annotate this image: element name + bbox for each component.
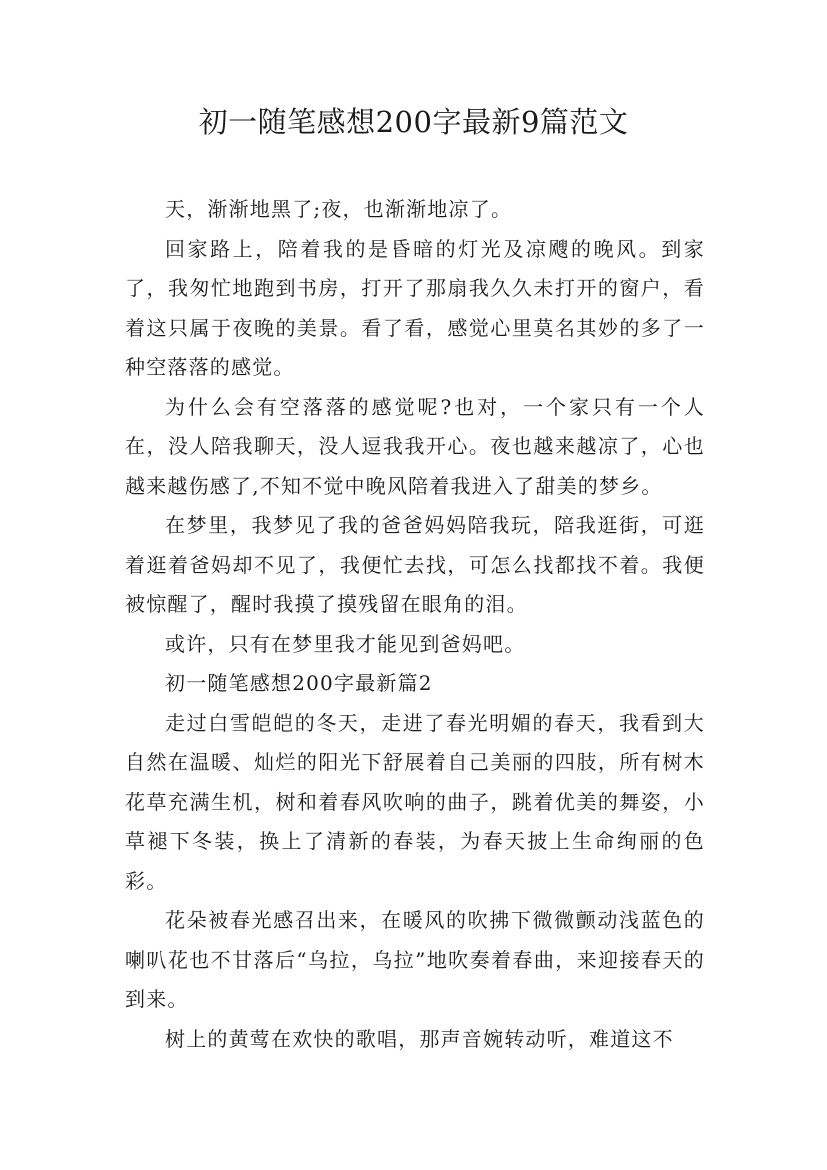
document-body — [125, 190, 705, 1059]
document-title: 初一随笔感想200字最新9篇范文 — [198, 105, 629, 139]
paragraph: 花朵被春光感召出来，在暖风的吹拂下微微颤动浅蓝色的喇叭花也不甘落后“乌拉，乌拉”地吹奏着春曲，来迎接春天的到来。 — [125, 908, 705, 1011]
paragraph: 树上的黄莺在欢快的歌唱，那声音婉转动听，难道这不 — [165, 1026, 674, 1051]
paragraph: 为什么会有空落落的感觉呢?也对，一个家只有一个人在，没人陪我聊天，没人逗我我开心。夜也越来越凉了，心也越来越伤感了,不知不觉中晚风陪着我进入了甜美的梦乡。 — [125, 394, 705, 498]
paragraph: 或许，只有在梦里我才能见到爸妈吧。 — [165, 631, 526, 656]
paragraph: 天，渐渐地黑了;夜，也渐渐地凉了。 — [165, 197, 513, 221]
paragraph: 走过白雪皑皑的冬天，走进了春光明媚的春天，我看到大自然在温暖、灿烂的阳光下舒展着自己美丽的四肢，所有树木花草充满生机，树和着春风吹响的曲子，跳着优美的舞姿，小草褪下冬装，换上了清新的春装，为春天披上生命绚丽的色彩。 — [125, 710, 705, 893]
section-heading: 初一随笔感想200字最新篇2 — [165, 671, 433, 695]
paragraph: 回家路上，陪着我的是昏暗的灯光及凉飕的晚风。到家了，我匆忙地跑到书房，打开了那扇我久久未打开的窗户，看着这只属于夜晚的美景。看了看，感觉心里莫名其妙的多了一种空落落的感觉。 — [125, 236, 705, 379]
paragraph: 在梦里，我梦见了我的爸爸妈妈陪我玩，陪我逛街，可逛着逛着爸妈却不见了，我便忙去找，可怎么找都找不着。我便被惊醒了，醒时我摸了摸残留在眼角的泪。 — [125, 513, 705, 616]
